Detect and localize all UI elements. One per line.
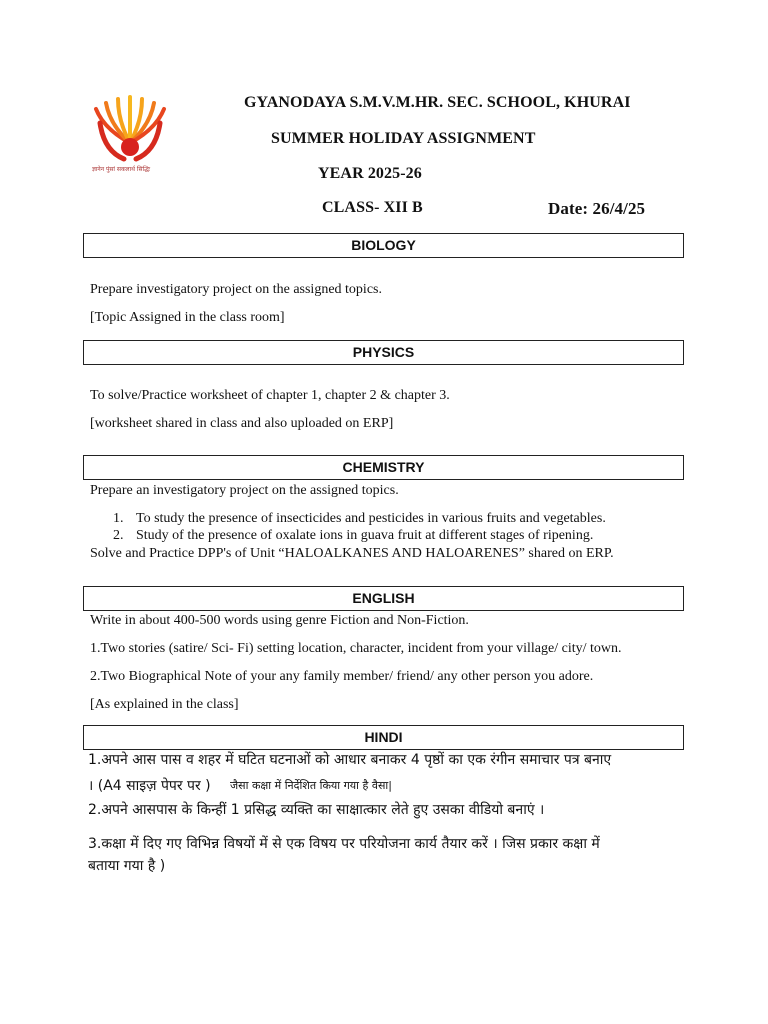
hindi-line2a: । (A4 साइज़ पेपर पर ) bbox=[88, 778, 211, 794]
hindi-line1: 1.अपने आस पास व शहर में घटित घटनाओं को आधार बनाकर 4 पृष्ठों का एक रंगीन समाचार पत्र बनाए bbox=[88, 752, 612, 768]
hindi-line5: बताया गया है ) bbox=[88, 858, 166, 874]
physics-line2: [worksheet shared in class and also uploaded on ERP] bbox=[90, 416, 394, 431]
english-line2: 1.Two stories (satire/ Sci- Fi) setting location, character, incident from your village/ city/ town. bbox=[90, 641, 622, 656]
chemistry-line2: Solve and Practice DPP's of Unit “HALOALKANES AND HALOARENES” shared on ERP. bbox=[90, 546, 614, 561]
assignment-title: SUMMER HOLIDAY ASSIGNMENT bbox=[271, 130, 536, 147]
chemistry-item-number: 1. bbox=[113, 511, 124, 526]
year: YEAR 2025-26 bbox=[318, 165, 422, 182]
chemistry-item: To study the presence of insecticides and pesticides in various fruits and vegetables. bbox=[136, 511, 606, 526]
physics-line1: To solve/Practice worksheet of chapter 1, chapter 2 & chapter 3. bbox=[90, 388, 450, 403]
biology-line2: [Topic Assigned in the class room] bbox=[90, 310, 285, 325]
chemistry-heading: CHEMISTRY bbox=[83, 455, 684, 480]
chemistry-item: Study of the presence of oxalate ions in guava fruit at different stages of ripening. bbox=[136, 528, 594, 543]
chemistry-item-number: 2. bbox=[113, 528, 124, 543]
date-label: Date: 26/4/25 bbox=[548, 199, 646, 218]
hindi-heading: HINDI bbox=[83, 725, 684, 750]
english-line1: Write in about 400-500 words using genre Fiction and Non-Fiction. bbox=[90, 613, 469, 628]
biology-heading: BIOLOGY bbox=[83, 233, 684, 258]
chemistry-line1: Prepare an investigatory project on the assigned topics. bbox=[90, 483, 399, 498]
logo-motto: ज्ञानेन पुंसां सकलार्थ सिद्धिः bbox=[92, 166, 151, 173]
class-label: CLASS- XII B bbox=[322, 199, 423, 216]
hindi-line3: 2.अपने आसपास के किन्हीं 1 प्रसिद्ध व्यक्ति का साक्षात्कार लेते हुए उसका वीडियो बनाएं । bbox=[88, 802, 545, 818]
biology-line1: Prepare investigatory project on the assigned topics. bbox=[90, 282, 382, 297]
school-name: GYANODAYA S.M.V.M.HR. SEC. SCHOOL, KHURAI bbox=[244, 94, 631, 111]
hindi-line2b: जैसा कक्षा में निर्देशित किया गया है वैसा| bbox=[230, 779, 392, 792]
hindi-line4: 3.कक्षा में दिए गए विभिन्न विषयों में से एक विषय पर परियोजना कार्य तैयार करें । जिस प्रकार कक्षा में bbox=[88, 836, 600, 852]
physics-heading: PHYSICS bbox=[83, 340, 684, 365]
english-line3: 2.Two Biographical Note of your any family member/ friend/ any other person you adore. bbox=[90, 669, 594, 684]
school-logo bbox=[90, 93, 174, 181]
english-heading: ENGLISH bbox=[83, 586, 684, 611]
english-line4: [As explained in the class] bbox=[90, 697, 239, 712]
